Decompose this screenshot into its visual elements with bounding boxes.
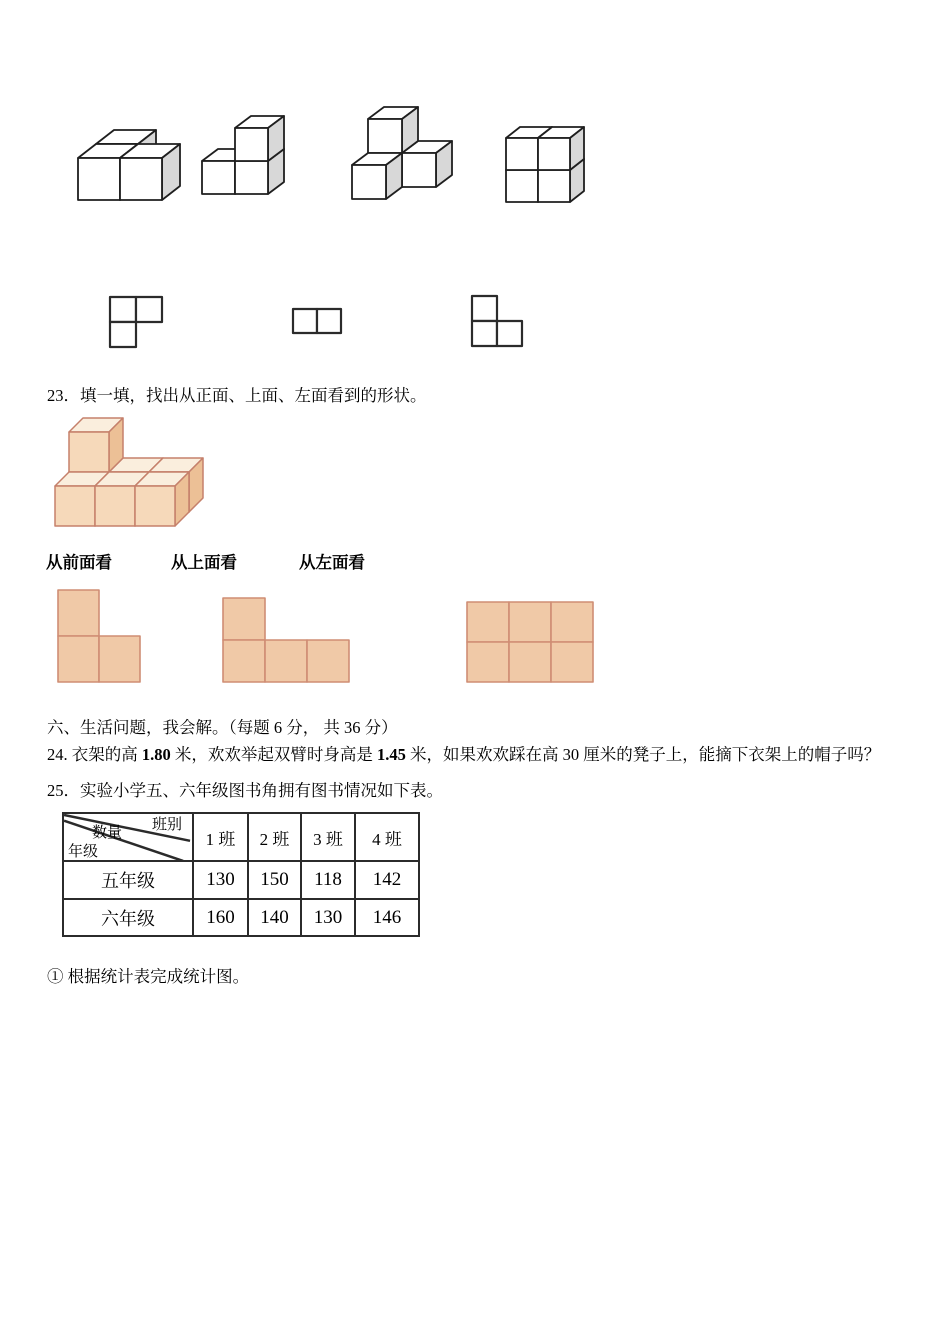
table-value-cell: 130: [193, 861, 248, 899]
grid-square: [307, 640, 349, 682]
table-corner-cell: [63, 813, 193, 861]
cube-front-face: [135, 486, 175, 526]
tan-flat-top-view: [223, 598, 349, 682]
grid-square: [497, 321, 522, 346]
table-col-header-2: 2 班: [248, 813, 301, 861]
book-count-table: [62, 812, 420, 937]
grid-square: [467, 642, 509, 682]
question-25-subtask-1: ① 根据统计表完成统计图。: [47, 967, 250, 986]
cube-front-face: [402, 153, 436, 187]
cube-front-face: [95, 486, 135, 526]
grid-square: [472, 321, 497, 346]
view-label-front: 从前面看: [46, 553, 112, 572]
cube-front-face: [69, 432, 109, 472]
cube-front-face: [235, 161, 268, 194]
table-value-cell: 118: [301, 861, 355, 899]
cube-front-face: [538, 138, 570, 170]
table-col-header-1: 1 班: [193, 813, 248, 861]
grid-square: [467, 602, 509, 642]
q24-part-2: 米，欢欢举起双臂时身高是: [170, 745, 377, 764]
q24-part-3: 1.45: [377, 745, 406, 764]
cube-figure-3: [352, 107, 452, 199]
cube-front-face: [120, 158, 162, 200]
q24-part-1: 1.80: [141, 745, 171, 764]
grid-square: [509, 642, 551, 682]
grid-square: [136, 297, 162, 322]
table-row-label: 五年级: [63, 861, 193, 899]
grid-square: [99, 636, 140, 682]
cube-front-face: [506, 170, 538, 202]
grid-square: [58, 636, 99, 682]
table-value-cell: 142: [355, 861, 419, 899]
grid-square: [551, 602, 593, 642]
grid-square: [223, 640, 265, 682]
cube-front-face: [202, 161, 235, 194]
grid-square: [58, 590, 99, 636]
cube-front-face: [506, 138, 538, 170]
flat-shape-2: [293, 309, 341, 333]
tan-flat-front-view: [58, 590, 140, 682]
grid-square: [110, 322, 136, 347]
grid-square: [223, 598, 265, 640]
cube-front-face: [235, 128, 268, 161]
table-value-cell: 146: [355, 899, 419, 936]
tan-flat-left-view: [467, 602, 593, 682]
table-col-header-3: 3 班: [301, 813, 355, 861]
view-label-left: 从左面看: [299, 553, 365, 572]
table-value-cell: 150: [248, 861, 301, 899]
corner-label-quantity: 数量: [92, 825, 123, 841]
table-row: [63, 899, 419, 936]
cube-front-face: [538, 170, 570, 202]
question-25-prompt: 25．实验小学五、六年级图书角拥有图书情况如下表。: [47, 781, 443, 800]
tan-cube-figure: [55, 418, 203, 526]
cube-front-face: [78, 158, 120, 200]
view-label-top: 从上面看: [171, 553, 237, 572]
q24-part-0: 24. 衣架的高: [47, 745, 142, 764]
flat-shape-1: [110, 297, 162, 347]
grid-square: [265, 640, 307, 682]
corner-label-grade: 年级: [68, 844, 99, 860]
q24-part-4: 米，如果欢欢踩在高 30 厘米的凳子上，能摘下衣架上的帽子吗？: [405, 745, 881, 764]
cube-figure-1: [78, 130, 180, 200]
grid-square: [472, 296, 497, 321]
grid-square: [317, 309, 341, 333]
cube-front-face: [368, 119, 402, 153]
section-6-title: 六、生活问题，我会解。（每题 6 分， 共 36 分）: [47, 718, 398, 737]
question-24-text: [47, 745, 880, 766]
table-row-label: 六年级: [63, 899, 193, 936]
table-col-header-4: 4 班: [355, 813, 419, 861]
grid-square: [110, 297, 136, 322]
table-value-cell: 160: [193, 899, 248, 936]
grid-square: [293, 309, 317, 333]
cube-front-face: [352, 165, 386, 199]
flat-shape-3: [472, 296, 522, 346]
corner-label-class: 班别: [151, 817, 182, 833]
table-value-cell: 130: [301, 899, 355, 936]
cube-front-face: [55, 486, 95, 526]
cube-figure-2: [202, 116, 284, 194]
grid-square: [551, 642, 593, 682]
table-value-cell: 140: [248, 899, 301, 936]
table-row: [63, 861, 419, 899]
grid-square: [509, 602, 551, 642]
cube-figure-4: [506, 127, 584, 202]
question-23-prompt: 23．填一填，找出从正面、上面、左面看到的形状。: [47, 386, 427, 405]
